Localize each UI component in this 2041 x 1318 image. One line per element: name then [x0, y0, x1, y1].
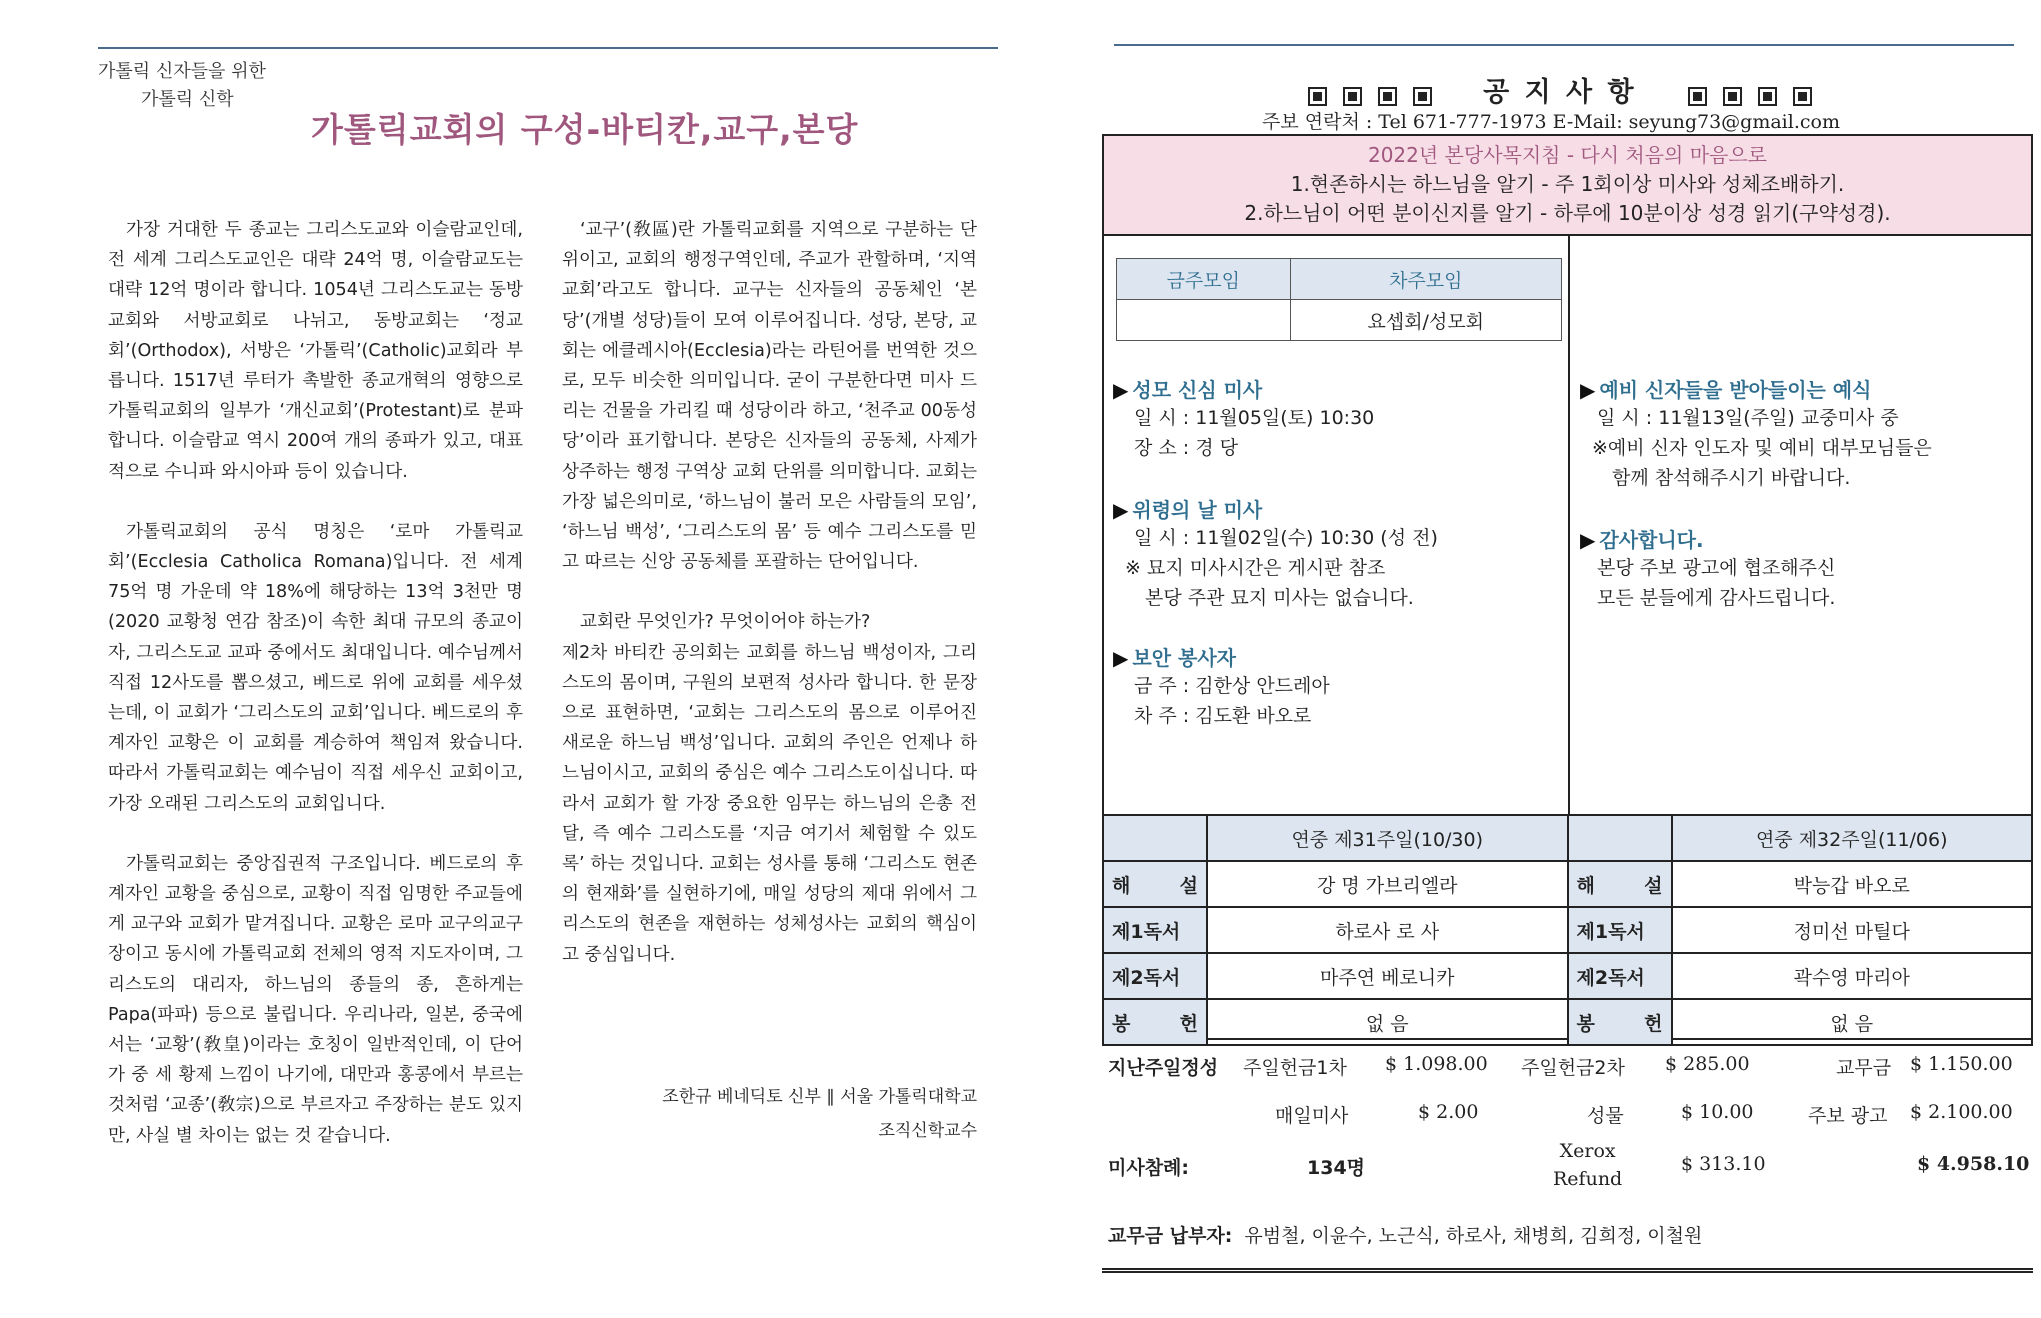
role-value: 없 음	[1207, 999, 1568, 1045]
role-label: 해 설	[1568, 861, 1672, 907]
bulletin-ad-value: $ 2.100.00	[1910, 1101, 2013, 1123]
role-value: 박능갑 바오로	[1672, 861, 2033, 907]
notice-line: 일 시 : 11월05일(토) 10:30	[1134, 407, 1375, 429]
square-icon	[1723, 87, 1742, 106]
attendance-label: 미사참례:	[1108, 1157, 1190, 1179]
table-row	[1103, 999, 2032, 1045]
sunday-offering-1-value: $ 1.098.00	[1385, 1053, 1488, 1075]
sunday-offering-1-label: 주일헌금1차	[1243, 1057, 1347, 1079]
article-column-2	[562, 215, 977, 970]
sunday-offering-2-value: $ 285.00	[1665, 1053, 1750, 1075]
dues-payers-label: 교무금 납부자:	[1108, 1225, 1233, 1247]
notice-line: 본당 주관 묘지 미사는 없습니다.	[1145, 587, 1414, 609]
notice-line: ※예비 신자 인도자 및 예비 대부모님들은	[1592, 437, 1932, 459]
roles-corner	[1568, 815, 1672, 861]
role-value: 없 음	[1672, 999, 2033, 1045]
notice-line: 차 주 : 김도환 바오로	[1134, 705, 1312, 727]
notice-header	[1300, 70, 1820, 109]
role-label: 제2독서	[1568, 953, 1672, 999]
xerox-refund-value: $ 313.10	[1681, 1153, 1766, 1175]
sunday-offering-2-label: 주일헌금2차	[1521, 1057, 1625, 1079]
notice-thanks	[1580, 524, 1835, 613]
role-label: 제2독서	[1103, 953, 1207, 999]
notice-title: 예비 신자들을 받아들이는 예식	[1599, 378, 1872, 402]
notice-title: 위령의 날 미사	[1132, 498, 1263, 522]
bottom-double-rule	[1102, 1268, 2033, 1273]
role-label: 해 설	[1103, 861, 1207, 907]
religious-goods-label: 성물	[1587, 1105, 1624, 1127]
col1-paragraph-1: 가장 거대한 두 종교는 그리스도교와 이슬람교인데, 전 세계 그리스도교인은 대략 24억 명, 이슬람교도는 대략 12억 명이라 합니다. 1054년 그리스도교는 동방교회와 서방교회로 나뉘고, 동방교회는 ‘정교회’(Orthodox), 서방은 ‘가톨릭’(Catholic)교회라 부릅니다. 1517년 루터가 촉발한 종교개혁의 영향으로 가톨릭교회의 일부가 ‘개신교회’(Protestant)로 분파합니다. 이슬람교 역시 200여 개의 종파가 있고, 대표적으로 수니파 와시아파 등이 있습니다.	[108, 220, 523, 482]
square-icon	[1758, 87, 1777, 106]
this-week-meeting-header: 금주모임	[1117, 259, 1291, 300]
notice-line: ※ 묘지 미사시간은 게시판 참조	[1125, 557, 1386, 579]
notice-line: 일 시 : 11월13일(주일) 교중미사 중	[1597, 407, 1899, 429]
table-row	[1103, 861, 2032, 907]
role-value: 곽수영 마리아	[1672, 953, 2033, 999]
notice-title: 감사합니다.	[1599, 528, 1704, 552]
next-week-meeting-header: 차주모임	[1290, 259, 1561, 300]
article-column-1	[108, 215, 523, 1151]
xerox-label: Xerox	[1559, 1140, 1616, 1162]
bulletin-ad-label: 주보 광고	[1808, 1105, 1888, 1127]
refund-label: Refund	[1553, 1168, 1623, 1190]
role-value: 정미선 마틸다	[1672, 907, 2033, 953]
xerox-refund-label	[1553, 1137, 1622, 1193]
col1-paragraph-3: 가톨릭교회는 중앙집권적 구조입니다. 베드로의 후계자인 교황을 중심으로, 교황이 직접 임명한 주교들에게 교구와 교회가 맡겨집니다. 교황은 로마 교구의교구장이고 동시에 가톨릭교회 전체의 영적 지도자이며, 그리스도의 대리자, 하느님의 종들의 종, 흔하게는 Papa(파파) 등으로 불립니다. 우리나라, 일본, 중국에서는 ‘교황’(敎皇)이라는 호칭이 일반적인데, 이 단어가 중 세 황제 느낌이 나기에, 대만과 홍콩에서 부르는 것처럼 ‘교종’(敎宗)으로 부르자고 주장하는 분도 있지만, 사실 별 차이는 없는 것 같습니다.	[108, 853, 523, 1146]
notice-line: 일 시 : 11월02일(수) 10:30 (성 전)	[1134, 527, 1438, 549]
role-label: 봉 헌	[1568, 999, 1672, 1045]
square-icon	[1343, 87, 1362, 106]
contact-line: 주보 연락처 : Tel 671-777-1973 E-Mail: seyung73@gmail.com	[1262, 111, 1840, 133]
col2-paragraph-1: ‘교구’(敎區)란 가톨릭교회를 지역으로 구분하는 단위이고, 교회의 행정구역인데, 주교가 관할하며, ‘지역 교회’라고도 합니다. 교구는 신자들의 공동체인 ‘본당’(개별 성당)들이 모여 이루어집니다. 성당, 본당, 교회는 에클레시아(Ecclesia)라는 라틴어를 번역한 것으로, 모두 비슷한 의미입니다. 굳이 구분한다면 미사 드리는 건물을 가리킬 때 성당이라 하고, ‘천주교 00동성당’이라 표기합니다. 본당은 신자들의 공동체, 사제가 상주하는 행정 구역상 교회 단위를 의미합니다. 교회는 가장 넓은의미로, ‘하느님이 불러 모은 사람들의 모임’, ‘하느님 백성’, ‘그리스도의 몸’ 등 예수 그리스도를 믿고 따르는 신앙 공동체를 포괄하는 단어입니다.	[562, 220, 977, 573]
notice-line: 본당 주보 광고에 협조해주신	[1597, 557, 1836, 579]
role-label: 제1독서	[1568, 907, 1672, 953]
notice-title: 공 지 사 항	[1483, 77, 1637, 108]
triangle-bullet-icon: ▶	[1113, 378, 1129, 402]
notice-marian-mass	[1113, 374, 1374, 463]
daily-missal-value: $ 2.00	[1418, 1101, 1479, 1123]
notice-all-souls-mass	[1113, 494, 1438, 613]
role-value: 마주연 베로니카	[1207, 953, 1568, 999]
religious-goods-value: $ 10.00	[1681, 1101, 1754, 1123]
notice-line: 금 주 : 김한상 안드레아	[1134, 675, 1330, 697]
triangle-bullet-icon: ▶	[1113, 646, 1129, 670]
next-week-meeting-value: 요셉회/성모회	[1290, 300, 1561, 341]
square-icon	[1378, 87, 1397, 106]
triangle-bullet-icon: ▶	[1580, 528, 1596, 552]
banner-title: 2022년 본당사목지침 - 다시 처음의 마음으로	[1367, 143, 1768, 167]
author-signature	[562, 1080, 977, 1148]
notice-line: 함께 참석해주시기 바랍니다.	[1612, 467, 1851, 489]
notice-security-volunteers	[1113, 642, 1330, 731]
notice-title: 성모 신심 미사	[1132, 378, 1263, 402]
right-top-rule	[1114, 44, 2014, 46]
dues-value: $ 1.150.00	[1910, 1053, 2013, 1075]
square-icon	[1413, 87, 1432, 106]
kicker-line-2: 가톨릭 신학	[141, 89, 234, 110]
week1-header: 연중 제31주일(10/30)	[1207, 815, 1568, 861]
square-icon	[1308, 87, 1327, 106]
role-label: 봉 헌	[1103, 999, 1207, 1045]
triangle-bullet-icon: ▶	[1113, 498, 1129, 522]
role-value: 하로사 로 사	[1207, 907, 1568, 953]
notice-title: 보안 봉사자	[1132, 646, 1236, 670]
notice-catechumen-rite	[1580, 374, 1932, 493]
daily-missal-label: 매일미사	[1275, 1105, 1349, 1127]
week2-header: 연중 제32주일(11/06)	[1672, 815, 2033, 861]
kicker-line-1: 가톨릭 신자들을 위한	[98, 61, 266, 82]
signature-line-1: 조한규 베네딕토 신부 ∥ 서울 가톨릭대학교	[662, 1087, 977, 1107]
dues-payers-row	[1108, 1221, 1702, 1248]
roles-corner	[1103, 815, 1207, 861]
attendance-value: 134명	[1307, 1157, 1366, 1179]
pastoral-banner	[1104, 136, 2031, 236]
total-value: $ 4.958.10	[1917, 1153, 2030, 1175]
banner-line-1: 1.현존하시는 하느님을 알기 - 주 1회이상 미사와 성체조배하기.	[1290, 172, 1845, 196]
liturgy-roles-table	[1102, 814, 2033, 1046]
col2-paragraph-2: 제2차 바티칸 공의회는 교회를 하느님 백성이자, 그리스도의 몸이며, 구원의 보편적 성사라 합니다. 한 문장으로 표현하면, ‘교회는 그리스도의 몸으로 이루어진 새로운 하느님 백성’입니다. 교회의 주인은 언제나 하느님이시고, 교회의 중심은 예수 그리스도이십니다. 따라서 교회가 할 가장 중요한 임무는 하느님의 은총 전달, 즉 예수 그리스도를 ‘지금 여기서 체험할 수 있도록’ 하는 것입니다. 교회는 성사를 통해 ‘그리스도 현존의 현재화’를 실현하기에, 매일 성당의 제대 위에서 그리스도의 현존을 재현하는 성체성사는 교회의 핵심이고 중심입니다.	[562, 642, 977, 965]
role-value: 강 명 가브리엘라	[1207, 861, 1568, 907]
left-top-rule	[98, 47, 998, 49]
finance-label: 지난주일정성	[1108, 1057, 1219, 1079]
table-row	[1103, 953, 2032, 999]
center-divider	[1568, 234, 1570, 814]
square-icon	[1688, 87, 1707, 106]
square-icon	[1793, 87, 1812, 106]
notice-line: 모든 분들에게 감사드립니다.	[1597, 587, 1836, 609]
this-week-meeting-value	[1117, 300, 1291, 341]
dues-payers-list: 유범철, 이윤수, 노근식, 하로사, 채병희, 김희정, 이철원	[1244, 1225, 1703, 1247]
notice-line: 장 소 : 경 당	[1134, 437, 1238, 459]
banner-line-2: 2.하느님이 어떤 분이신지를 알기 - 하루에 10분이상 성경 읽기(구약성경).	[1244, 201, 1891, 225]
role-label: 제1독서	[1103, 907, 1207, 953]
triangle-bullet-icon: ▶	[1580, 378, 1596, 402]
table-row	[1103, 907, 2032, 953]
meeting-table	[1116, 258, 1562, 341]
col2-subheading: 교회란 무엇인가? 무엇이어야 하는가?	[580, 612, 871, 633]
col1-paragraph-2: 가톨릭교회의 공식 명칭은 ‘로마 가톨릭교회’(Ecclesia Catholica Romana)입니다. 전 세계 75억 명 가운데 약 18%에 해당하는 13억 3천만 명(2020 교황청 연감 참조)이 속한 최대 규모의 종교이자, 그리스도교 교파 중에서도 최대입니다. 예수님께서 직접 12사도를 뽑으셨고, 베드로 위에 교회를 세우셨는데, 이 교회가 ‘그리스도의 교회’입니다. 베드로의 후계자인 교황은 이 교회를 계승하여 책임져 왔습니다. 따라서 가톨릭교회는 예수님이 직접 세우신 교회이고, 가장 오래된 그리스도의 교회입니다.	[108, 521, 523, 814]
signature-line-2: 조직신학교수	[878, 1121, 977, 1141]
article-title: 가톨릭교회의 구성-바티칸,교구,본당	[311, 110, 859, 149]
dues-label: 교무금	[1836, 1057, 1892, 1079]
